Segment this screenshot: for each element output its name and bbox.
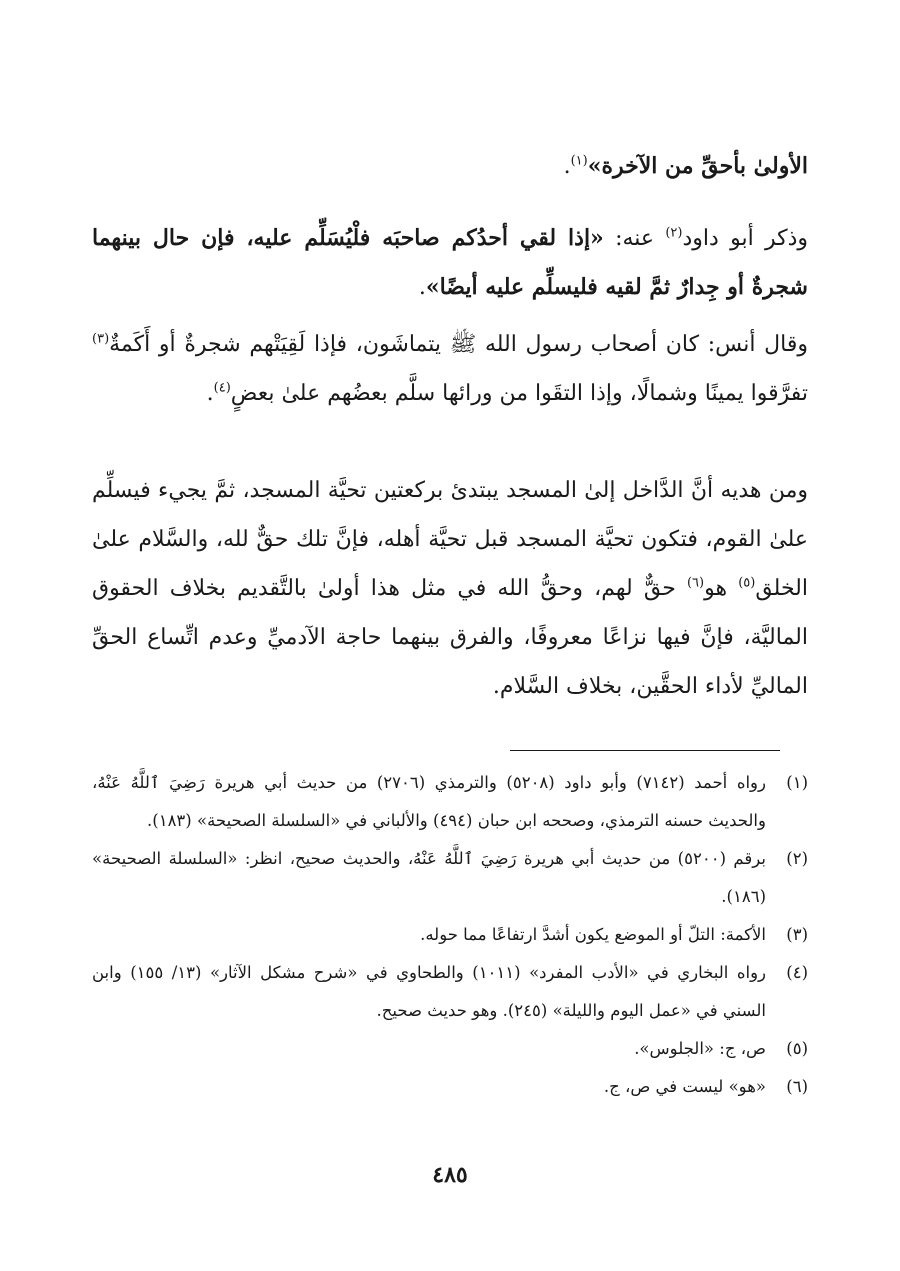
footnote-marker[interactable]: (٦) [686,575,705,591]
footnote-marker[interactable]: (٤) [213,380,231,396]
footnote-text: رواه أحمد (٧١٤٢) وأبو داود (٥٢٠٨) والترمذي (٢٧٠٦) من حديث أبي هريرة رَضِيَ ٱللَّهُ عَنْهُ، والحديث حسنه الترمذي، وصححه ابن حبان (٤٩٤) والألباني في «السلسلة الصحيحة» (١٨٣). [92,773,766,830]
footnote-number: (٥) [786,1039,808,1058]
footnote-text: ص، ج: «الجلوس». [634,1039,766,1058]
punctuation: . [563,154,571,179]
footnote-text: برقم (٥٢٠٠) من حديث أبي هريرة رَضِيَ ٱللَّهُ عَنْهُ، والحديث صحيح، انظر: «السلسلة الصحيحة» (١٨٦). [92,849,766,906]
paragraph-2 [92,214,808,312]
footnote-number: (٦) [786,1077,808,1096]
footnote-marker[interactable]: (٢) [665,225,683,241]
paragraph-text: هو [704,576,739,601]
footnote-marker[interactable]: (٣) [92,331,110,347]
paragraph-text: ومن هديه أنَّ الدَّاخل إلىٰ المسجد يبتدئ بركعتين تحيَّة المسجد، ثمَّ يجيء فيسلِّم علىٰ القوم، فتكون تحيَّة المسجد قبل تحيَّة أهله، فإنَّ تلك حقٌّ لله، والسَّلام علىٰ الخلق [92,478,808,601]
hadith-text: الأولىٰ بأحقِّ من الآخرة» [587,153,808,179]
hadith-text: «إذا لقي أحدُكم صاحبَه فلْيُسَلِّم عليه، فإن حال بينهما شجرةٌ أو جِدارٌ ثمَّ لقيه فليسلِّم عليه أيضًا» [92,225,808,300]
paragraph-text: عنه: [603,226,666,251]
footnote-number: (٣) [786,925,808,944]
punctuation: . [418,275,426,300]
footnote-4 [92,954,808,1030]
footnote-text: رواه البخاري في «الأدب المفرد» (١٠١١) والطحاوي في «شرح مشكل الآثار» (١٣/ ١٥٥) وابن السني في «عمل اليوم والليلة» (٢٤٥). وهو حديث صحيح. [92,963,766,1020]
paragraph-1 [92,142,808,191]
paragraph-text: وقال أنس: كان أصحاب رسول الله ﷺ يتماشَون، فإذا لَقِيَتْهم شجرةٌ أو أَكَمةٌ [109,332,808,357]
paragraph-lead: وذكر أبو داود [682,226,808,251]
footnote-3 [92,916,808,954]
footnote-text: الأكمة: التلّ أو الموضع يكون أشدَّ ارتفاعًا مما حوله. [420,925,766,944]
footnote-2 [92,840,808,916]
footnote-6 [92,1068,808,1106]
footnote-text: «هو» ليست في ص، ج. [603,1077,766,1096]
paragraph-text: تفرَّقوا يمينًا وشمالًا، وإذا التقَوا من ورائها سلَّم بعضُهم علىٰ بعضٍ [230,381,808,406]
footnotes [92,764,808,1106]
paragraph-3 [92,320,808,418]
footnote-1 [92,764,808,840]
footnote-marker[interactable]: (٥) [738,575,756,591]
footnote-number: (١) [786,773,808,792]
footnote-number: (٤) [786,963,808,982]
punctuation: . [206,381,214,406]
footnote-5 [92,1030,808,1068]
footnote-marker[interactable]: (١) [570,153,588,169]
paragraph-4 [92,466,808,711]
footnote-number: (٢) [786,849,808,868]
page-number: ٤٨٥ [432,1162,468,1188]
footnote-separator [510,750,780,751]
paragraph-text: حقٌّ لهم، وحقُّ الله في مثل هذا أولىٰ بالتَّقديم بخلاف الحقوق الماليَّة، فإنَّ فيها نزاعًا معروفًا، والفرق بينهما حاجة الآدميِّ وعدم اتِّساع الحقِّ الماليِّ لأداء الحقَّين، بخلاف السَّلام. [92,576,808,699]
